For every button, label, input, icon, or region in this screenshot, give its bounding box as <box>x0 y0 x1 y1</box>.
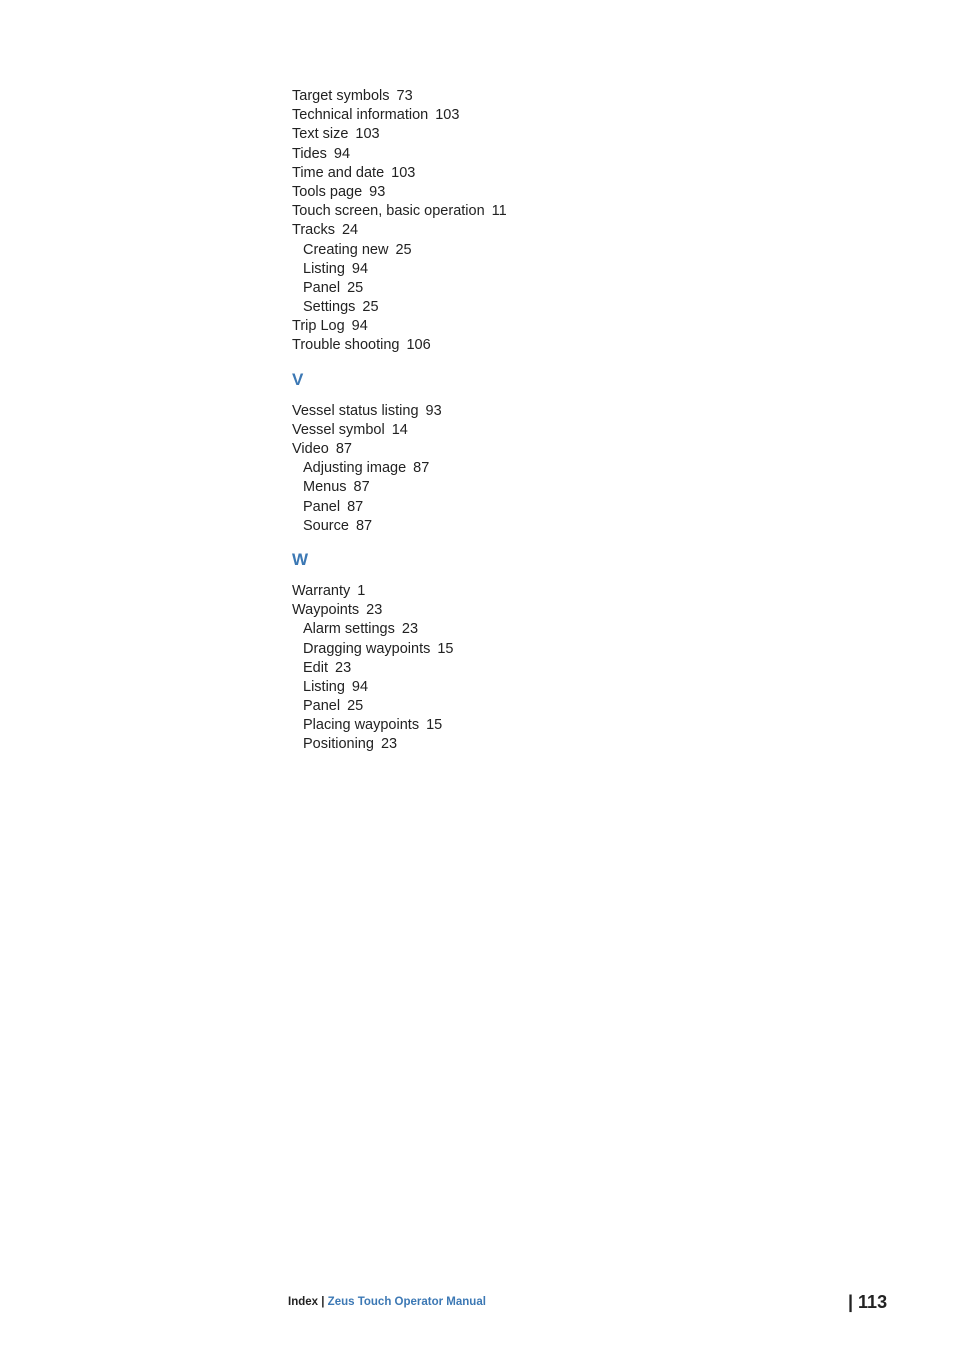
index-subentry <box>292 659 692 678</box>
index-entry <box>292 145 692 164</box>
index-entry <box>292 402 692 421</box>
entry-term: Positioning <box>303 736 374 753</box>
entry-page-number: 103 <box>435 107 460 124</box>
entry-page-number: 11 <box>491 203 507 220</box>
entry-term: Settings <box>303 299 356 316</box>
entry-term: Panel <box>303 698 341 715</box>
index-entry <box>292 164 692 183</box>
index-subentry <box>292 678 692 697</box>
entry-term: Panel <box>303 498 341 515</box>
index-entry <box>292 601 692 620</box>
index-entry <box>292 221 692 240</box>
index-entry <box>292 440 692 459</box>
entry-term: Panel <box>303 279 341 296</box>
index-subentry <box>292 298 692 317</box>
entry-page-number: 14 <box>391 421 408 438</box>
entry-page-number: 87 <box>335 441 352 457</box>
entry-page-number: 93 <box>425 402 442 419</box>
index-subentry <box>292 716 692 735</box>
entry-term: Video <box>292 441 329 457</box>
entry-page-number: 87 <box>347 498 364 515</box>
entry-page-number: 25 <box>347 698 364 715</box>
footer-manual-title: Zeus Touch Operator Manual <box>327 1296 486 1308</box>
index-entry <box>292 87 692 106</box>
entry-page-number: 87 <box>355 517 373 534</box>
entry-term: Vessel status listing <box>292 402 419 419</box>
index-subentry <box>292 640 692 659</box>
index-subentry <box>292 478 692 497</box>
index-entry <box>292 336 692 355</box>
entry-term: Technical information <box>292 107 429 124</box>
index-entry <box>292 125 692 144</box>
entry-page-number: 25 <box>347 279 364 296</box>
entry-term: Listing <box>303 678 345 695</box>
entry-term: Touch screen, basic operation <box>292 203 485 220</box>
index-entry <box>292 317 692 336</box>
section-letter: W <box>292 549 309 569</box>
entry-page-number: 94 <box>333 145 351 162</box>
entry-page-number: 1 <box>357 582 366 599</box>
entry-page-number: 87 <box>413 460 430 477</box>
index-subentry <box>292 620 692 639</box>
footer-section: Index <box>288 1296 319 1308</box>
entry-page-number: 94 <box>351 318 368 335</box>
entry-page-number: 73 <box>396 88 413 104</box>
entry-term: Trip Log <box>292 318 345 335</box>
index-subentry <box>292 241 692 260</box>
entry-page-number: 24 <box>341 222 359 239</box>
index-subentry <box>292 697 692 716</box>
index-subentry <box>292 260 692 279</box>
section-letter: V <box>292 369 304 389</box>
entry-page-number: 23 <box>366 602 383 619</box>
index-section <box>292 87 692 356</box>
entry-term: Menus <box>303 479 347 496</box>
entry-term: Listing <box>303 260 345 277</box>
index-entry <box>292 106 692 125</box>
entry-term: Source <box>303 517 349 534</box>
entry-term: Text size <box>292 126 349 143</box>
entry-term: Tools page <box>292 183 363 200</box>
entry-term: Dragging waypoints <box>303 640 431 657</box>
entry-term: Tracks <box>292 222 335 239</box>
entry-page-number: 23 <box>401 621 419 638</box>
entry-term: Vessel symbol <box>292 421 385 438</box>
index-entry <box>292 421 692 440</box>
entry-page-number: 23 <box>335 659 352 676</box>
entry-page-number: 25 <box>395 241 412 258</box>
entry-page-number: 15 <box>437 640 454 657</box>
entry-term: Tides <box>292 145 327 162</box>
footer-separator: | <box>321 1296 325 1308</box>
entry-term: Target symbols <box>292 88 390 104</box>
index-subentry <box>292 498 692 517</box>
entry-page-number: 93 <box>369 183 386 200</box>
entry-term: Adjusting image <box>303 460 407 477</box>
index-entry <box>292 582 692 601</box>
index-subentry <box>292 279 692 298</box>
entry-page-number: 106 <box>406 337 431 354</box>
entry-term: Warranty <box>292 582 351 599</box>
index-section <box>292 370 692 536</box>
page-number: | 113 <box>848 1292 888 1312</box>
footer <box>288 1296 486 1308</box>
index-subentry <box>292 735 692 754</box>
index-column <box>292 87 692 755</box>
entry-page-number: 103 <box>355 126 380 143</box>
entry-term: Trouble shooting <box>292 337 400 354</box>
index-entry <box>292 202 692 221</box>
entry-term: Edit <box>303 659 328 676</box>
entry-term: Placing waypoints <box>303 717 420 734</box>
index-section <box>292 550 692 755</box>
index-entry <box>292 183 692 202</box>
entry-page-number: 94 <box>351 678 369 695</box>
entry-page-number: 87 <box>353 479 370 496</box>
entry-term: Creating new <box>303 241 389 258</box>
entry-term: Waypoints <box>292 602 360 619</box>
entry-page-number: 23 <box>380 736 398 753</box>
entry-page-number: 103 <box>391 164 416 181</box>
entry-term: Alarm settings <box>303 621 395 638</box>
entry-page-number: 25 <box>362 299 379 316</box>
entry-page-number: 15 <box>426 717 443 734</box>
index-subentry <box>292 517 692 536</box>
index-subentry <box>292 459 692 478</box>
entry-term: Time and date <box>292 164 385 181</box>
entry-page-number: 94 <box>351 260 369 277</box>
